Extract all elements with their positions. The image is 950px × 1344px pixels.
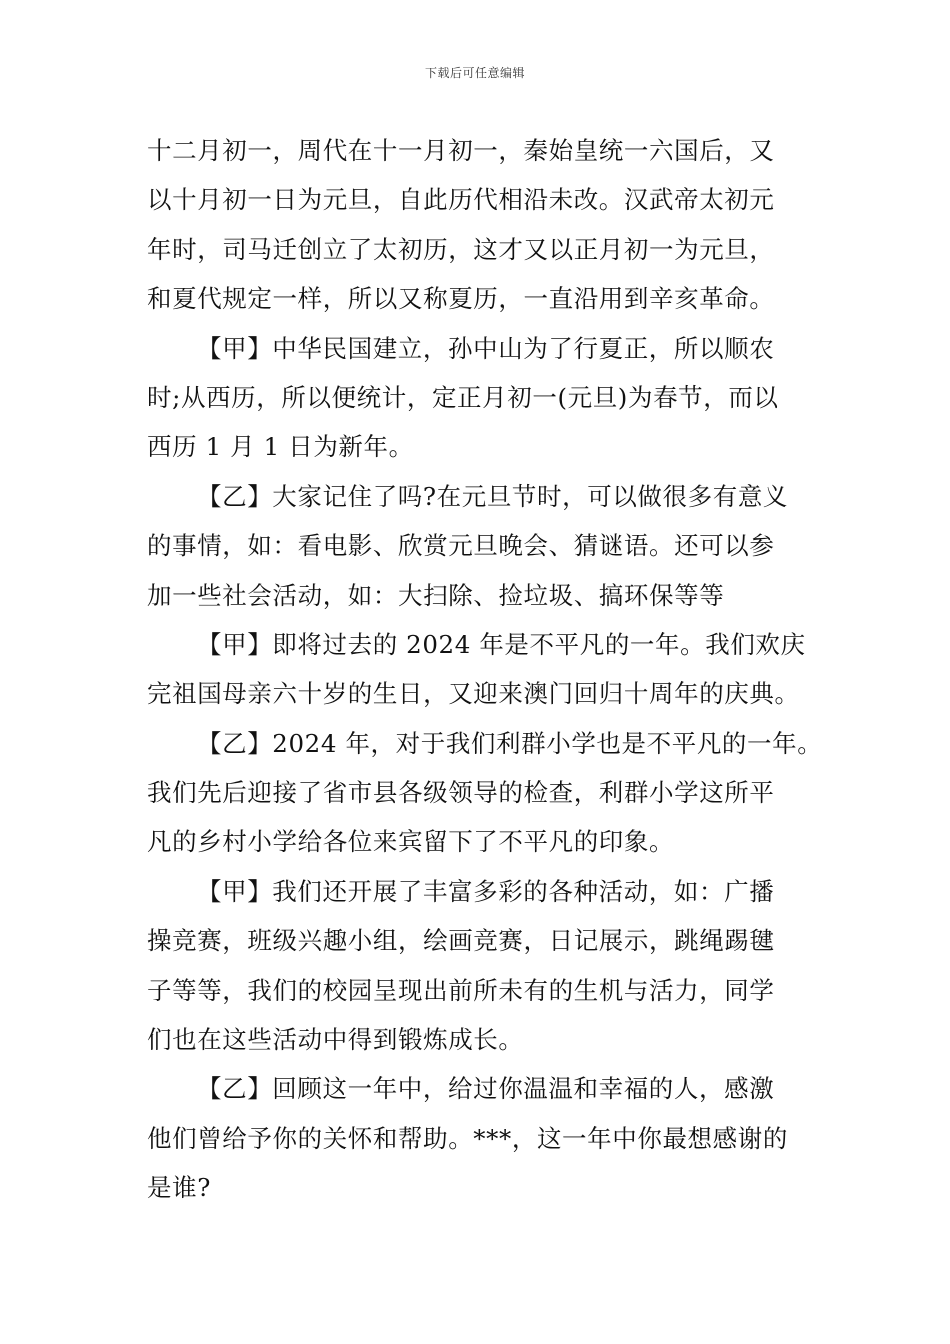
text-line: 子等等，我们的校园呈现出前所未有的生机与活力，同学 <box>147 975 775 1005</box>
document-body <box>147 126 823 1213</box>
text-line: 西历 1 月 1 日为新年。 <box>147 432 414 462</box>
text-line: 加一些社会活动，如：大扫除、捡垃圾、搞环保等等 <box>147 580 725 610</box>
text-line: 们也在这些活动中得到锻炼成长。 <box>147 1025 524 1055</box>
text-line: 和夏代规定一样，所以又称夏历，一直沿用到辛亥革命。 <box>147 284 775 314</box>
text-line: 操竞赛，班级兴趣小组，绘画竞赛，日记展示，跳绳踢毽 <box>147 926 775 956</box>
page-header: 下载后可任意编辑 <box>424 66 525 80</box>
text-line: 的事情，如：看电影、欣赏元旦晚会、猜谜语。还可以参 <box>147 531 775 561</box>
text-line: 时;从西历，所以便统计，定正月初一(元旦)为春节，而以 <box>147 382 779 412</box>
text-line: 年时，司马迁创立了太初历，这才又以正月初一为元旦， <box>147 234 775 264</box>
text-line: 凡的乡村小学给各位来宾留下了不平凡的印象。 <box>147 827 675 857</box>
text-line: 是谁? <box>147 1173 211 1203</box>
paragraph-start-line: 【乙】回顾这一年中，给过你温温和幸福的人，感激 <box>197 1074 775 1104</box>
text-line: 我们先后迎接了省市县各级领导的检查，利群小学这所平 <box>147 778 775 808</box>
text-line: 以十月初一日为元旦，自此历代相沿未改。汉武帝太初元 <box>147 185 775 215</box>
text-line: 十二月初一，周代在十一月初一，秦始皇统一六国后，又 <box>147 136 775 165</box>
text-line: 他们曾给予你的关怀和帮助。***，这一年中你最想感谢的 <box>147 1123 788 1153</box>
paragraph-start-line: 【甲】中华民国建立，孙中山为了行夏正，所以顺农 <box>197 333 775 363</box>
paragraph-start-line: 【乙】大家记住了吗?在元旦节时，可以做很多有意义 <box>197 481 789 511</box>
paragraph-start-line: 【甲】即将过去的 2024 年是不平凡的一年。我们欢庆 <box>197 629 806 659</box>
paragraph-start-line: 【甲】我们还开展了丰富多彩的各种活动，如：广播 <box>197 876 775 906</box>
text-line: 完祖国母亲六十岁的生日，又迎来澳门回归十周年的庆典。 <box>147 679 800 709</box>
paragraph-start-line: 【乙】2024 年，对于我们利群小学也是不平凡的一年。 <box>197 728 823 758</box>
